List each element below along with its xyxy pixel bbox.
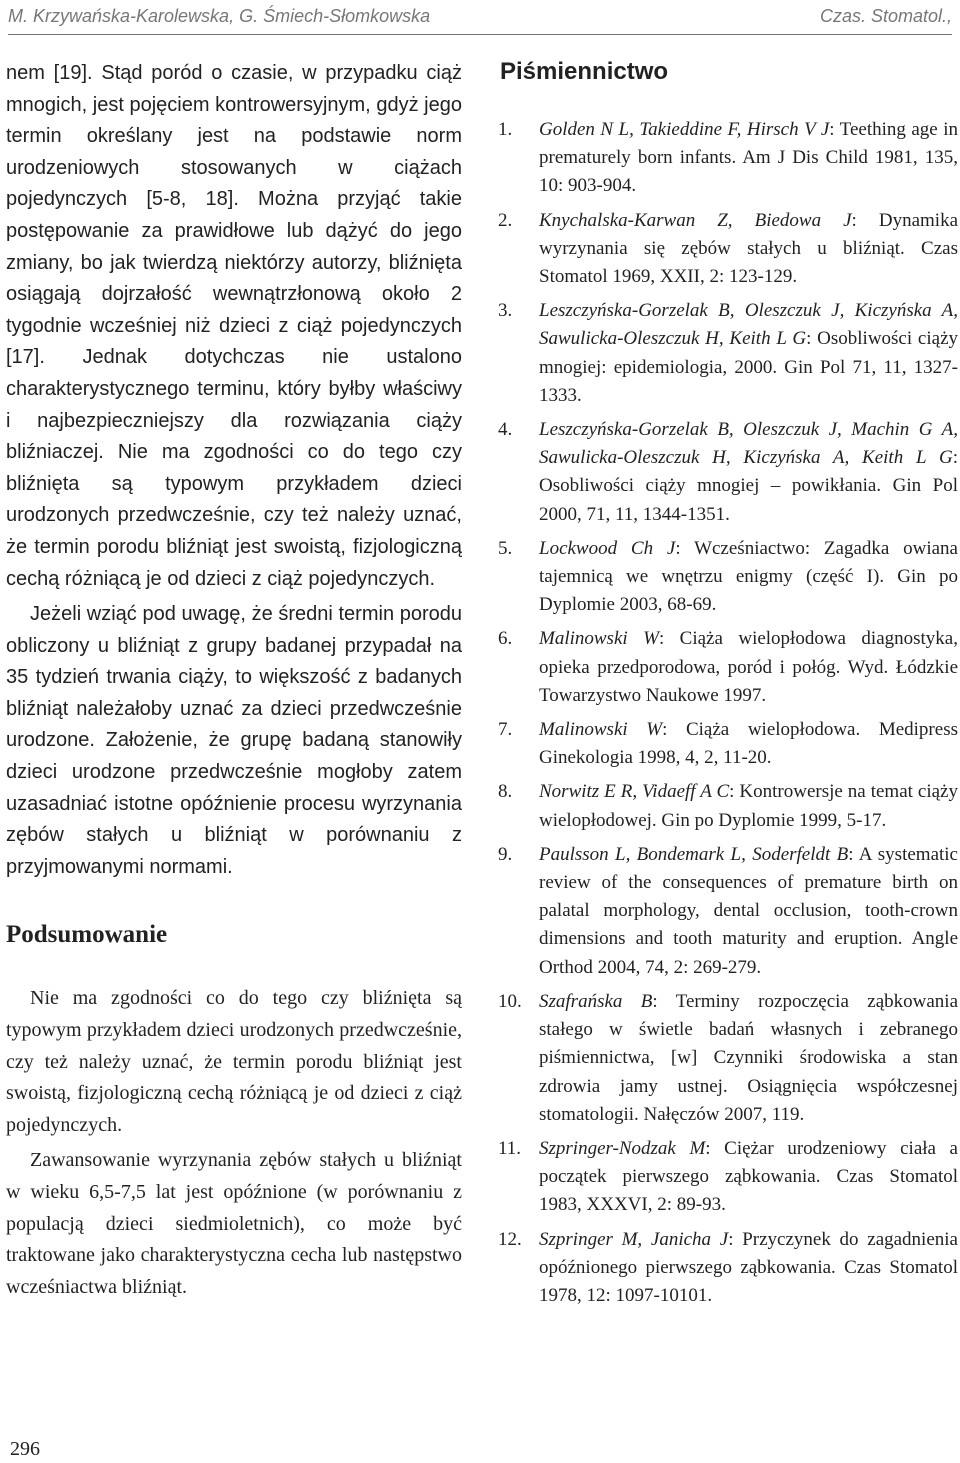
- reference-item: [498, 535, 958, 620]
- summary-paragraph: Zawansowanie wyrzynania zębów stałych u bliźniąt w wieku 6,5-7,5 lat jest opóźnione (w porównaniu z populacją dzieci siedmioletnich), co może być traktowane jako charakterystyczna cecha lub następstwo wcześniactwa bliźniąt.: [6, 1149, 462, 1298]
- reference-details: : Osobliwości ciąży mnogiej: epidemiologia, 2000. Gin Pol 71, 11, 1327-1333.: [539, 328, 958, 406]
- reference-item: [498, 1135, 958, 1220]
- reference-number: 3.: [498, 300, 513, 322]
- section-title-summary: Podsumowanie: [6, 921, 168, 949]
- reference-details: : Dynamika wyrzynania się zębów stałych u bliźniąt. Czas Stomatol 1969, XXII, 2: 123-129.: [539, 209, 958, 288]
- reference-item: [498, 716, 958, 772]
- reference-number: 5.: [498, 537, 513, 559]
- header-authors: M. Krzywańska-Karolewska, G. Śmiech-Słomkowska: [8, 6, 431, 26]
- reference-item: [498, 988, 958, 1129]
- reference-authors: Szafrańska B: [539, 990, 653, 1012]
- summary-paragraph: Nie ma zgodności co do tego czy bliźnięta są typowym przykładem dzieci urodzonych przedwcześnie, czy też należy uznać, że termin porodu bliźniąt jest swoistą, fizjologiczną cechą różniącą je od dzieci z ciąż pojedynczych.: [6, 987, 462, 1136]
- reference-authors: Szpringer M, Janicha J: [539, 1228, 729, 1250]
- reference-details: : Teething age in prematurely born infants. Am J Dis Child 1981, 135, 10: 903-904.: [539, 119, 958, 197]
- reference-item: [498, 116, 958, 201]
- reference-details: : Osobliwości ciąży mnogiej – powikłania. Gin Pol 2000, 71, 11, 1344-1351.: [539, 447, 958, 525]
- reference-authors: Leszczyńska-Gorzelak B, Oleszczuk J, Kiczyńska A, Sawulicka-Oleszczuk H, Keith L G: [539, 300, 958, 350]
- reference-number: 1.: [498, 119, 513, 140]
- reference-number: 2.: [498, 209, 513, 231]
- reference-details: : Ciąża wielopłodowa diagnostyka, opieka przedporodowa, poród i połóg. Wyd. Łódzkie Towarzystwo Naukowe 1997.: [539, 628, 958, 706]
- reference-item: [498, 841, 958, 982]
- reference-details: : Wcześniactwo: Zagadka owiana tajemnicą we wnętrzu enigmy (część I). Gin po Dyplomie 2003, 68-69.: [539, 537, 958, 616]
- reference-details: : Ciężar urodzeniowy ciała a początek pierwszego ząbkowania. Czas Stomatol 1983, XXXVI, 2: 89-93.: [539, 1137, 958, 1216]
- references-list: [498, 116, 958, 1310]
- reference-details: : A systematic review of the consequences of premature birth on palatal morphology, dental occlusion, tooth-crown dimensions and tooth maturity and eruption. Angle Orthod 2004, 74, 2: 269-279.: [539, 843, 958, 978]
- reference-number: 9.: [498, 843, 513, 865]
- references-column: [498, 58, 958, 1316]
- reference-authors: Leszczyńska-Gorzelak B, Oleszczuk J, Machin G A, Sawulicka-Oleszczuk H, Kiczyńska A, Keith L G: [539, 419, 958, 469]
- reference-number: 4.: [498, 419, 513, 441]
- reference-number: 10.: [498, 990, 522, 1012]
- reference-number: 7.: [498, 719, 513, 741]
- reference-item: [498, 416, 958, 529]
- reference-details: : Przyczynek do zagadnienia opóźnionego pierwszego ząbkowania. Czas Stomatol 1978, 12: 1097-10101.: [539, 1228, 958, 1306]
- reference-authors: Norwitz E R, Vidaeff A C: [539, 781, 730, 803]
- reference-item: [498, 625, 958, 710]
- reference-item: [498, 778, 958, 834]
- reference-details: : Kontrowersje na temat ciąży wielopłodowej. Gin po Dyplomie 1999, 5-17.: [539, 781, 958, 831]
- reference-authors: Golden N L, Takieddine F, Hirsch V J: [539, 119, 830, 140]
- header-journal: Czas. Stomatol.,: [819, 6, 952, 26]
- reference-details: : Terminy rozpoczęcia ząbkowania stałego w świetle badań własnych i zebranego piśmiennictwa, [w] Czynniki środowiska a stan zdrowia jamy ustnej. Osiągnięcia współczesnej stomatologii. Nałęczów 2007, 119.: [539, 990, 958, 1125]
- body-paragraph: Jeżeli wziąć pod uwagę, że średni termin porodu obliczony u bliźniąt z grupy badanej przypadał na 35 tydzień trwania ciąży, to większość z badanych bliźniąt należałoby uznać za dzieci przedwcześnie urodzone. Założenie, że grupę badaną stanowiły dzieci urodzone przedwcześnie mogłoby zatem uzasadniać istotne opóźnienie procesu wyrzynania zębów stałych u bliźniąt w porównaniu z przyjmowanymi normami.: [6, 603, 462, 878]
- reference-item: [498, 207, 958, 292]
- reference-number: 6.: [498, 628, 513, 650]
- reference-item: [498, 1226, 958, 1311]
- reference-authors: Szpringer-Nodzak M: [539, 1137, 706, 1159]
- reference-details: : Ciąża wielopłodowa. Medipress Ginekologia 1998, 4, 2, 11-20.: [539, 719, 958, 769]
- body-paragraph: nem [19]. Stąd poród o czasie, w przypadku ciąż mnogich, jest pojęciem kontrowersyjnym, gdyż jego termin określany jest na podstawie norm urodzeniowych stosowanych w ciążach pojedynczych [5-8, 18]. Można przyjąć takie postępowanie za prawidłowe lub dążyć do jego zmiany, bo jak twierdzą niektórzy autorzy, bliźnięta osiągają dojrzałość wewnątrzłonową około 2 tygodnie wcześniej niż dzieci z ciąż pojedynczych [17]. Jednak dotychczas nie ustalono charakterystycznego terminu, który byłby właściwy i najbezpieczniejszy dla rozwiązania ciąży bliźniaczej. Nie ma zgodności co do tego czy bliźnięta są typowym przykładem dzieci urodzonych przedwcześnie, czy też należy uznać, że termin porodu bliźniąt jest swoistą, fizjologiczną cechą różniącą je od dzieci z ciąż pojedynczych.: [6, 62, 462, 590]
- page-header: [8, 0, 952, 35]
- reference-authors: Malinowski W: [539, 719, 663, 741]
- reference-authors: Lockwood Ch J: [539, 537, 676, 559]
- reference-authors: Malinowski W: [539, 628, 659, 650]
- reference-authors: Knychalska-Karwan Z, Biedowa J: [539, 209, 852, 231]
- reference-number: 11.: [498, 1137, 522, 1159]
- reference-number: 12.: [498, 1228, 522, 1250]
- reference-authors: Paulsson L, Bondemark L, Soderfeldt B: [539, 843, 849, 865]
- page-number: 296: [10, 1438, 40, 1460]
- reference-item: [498, 297, 958, 410]
- reference-number: 8.: [498, 781, 513, 803]
- references-title: Piśmiennictwo: [500, 58, 669, 85]
- left-column: [6, 58, 462, 1303]
